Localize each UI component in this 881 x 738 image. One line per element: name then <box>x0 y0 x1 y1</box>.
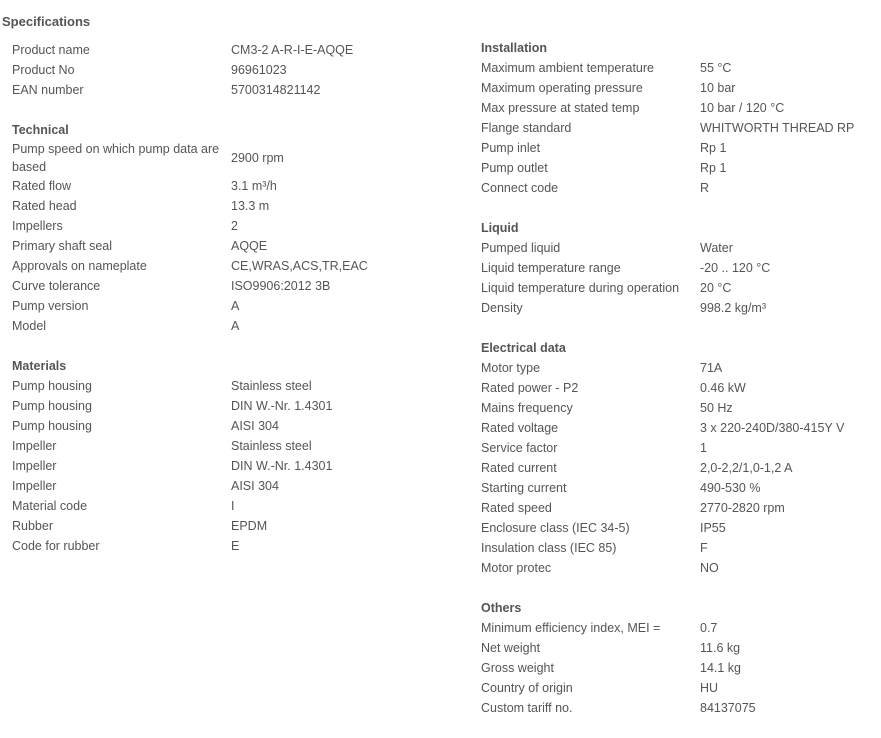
spec-value: 10 bar / 120 °C <box>700 101 785 115</box>
spec-row <box>481 538 854 558</box>
spec-value: NO <box>700 561 719 575</box>
spec-row <box>481 358 854 378</box>
spec-value: 14.1 kg <box>700 661 742 675</box>
spec-row <box>481 478 854 498</box>
spec-value: 2,0-2,2/1,0-1,2 A <box>700 461 793 475</box>
spec-label: Impeller <box>12 479 57 493</box>
spec-row <box>481 378 854 398</box>
product-info-section <box>12 40 368 100</box>
spec-row <box>12 376 368 396</box>
spec-value: 3.1 m³/h <box>231 179 277 193</box>
spec-value: E <box>231 539 240 553</box>
spec-label: Liquid temperature range <box>481 261 621 275</box>
spec-row <box>12 256 368 276</box>
page-title: Specifications <box>2 14 91 29</box>
spec-label: Rated speed <box>481 501 552 515</box>
spec-row <box>12 276 368 296</box>
spec-label: Pumped liquid <box>481 241 561 255</box>
spec-label: Rated voltage <box>481 421 559 435</box>
spec-label: Impellers <box>12 219 63 233</box>
spec-value: EPDM <box>231 519 268 533</box>
spec-value: DIN W.-Nr. 1.4301 <box>231 399 333 413</box>
spec-label: Starting current <box>481 481 567 495</box>
spec-value: 2900 rpm <box>231 151 284 165</box>
spec-label: Product name <box>12 43 90 57</box>
spec-row <box>12 80 368 100</box>
spec-row <box>12 476 368 496</box>
spec-label: Motor type <box>481 361 541 375</box>
spec-row <box>481 398 854 418</box>
spec-value: 50 Hz <box>700 401 733 415</box>
spec-row <box>481 618 854 638</box>
spec-value: 71A <box>700 361 723 375</box>
spec-value: ISO9906:2012 3B <box>231 279 331 293</box>
liquid-section <box>481 218 854 318</box>
spec-label: Mains frequency <box>481 401 573 415</box>
spec-label: Net weight <box>481 641 541 655</box>
spec-label: Flange standard <box>481 121 572 135</box>
spec-row <box>481 98 854 118</box>
section-title: Technical <box>12 123 69 137</box>
spec-value: -20 .. 120 °C <box>700 261 771 275</box>
spec-label: Rated flow <box>12 179 72 193</box>
spec-row <box>12 416 368 436</box>
spec-row <box>481 518 854 538</box>
spec-label: Rubber <box>12 519 53 533</box>
spec-value: 1 <box>700 441 707 455</box>
spec-label: Service factor <box>481 441 558 455</box>
spec-value: 5700314821142 <box>231 83 321 97</box>
spec-label: Rated power - P2 <box>481 381 579 395</box>
spec-value: 13.3 m <box>231 199 270 213</box>
spec-row <box>12 536 368 556</box>
spec-value: 0.7 <box>700 621 718 635</box>
spec-label: Approvals on nameplate <box>12 259 147 273</box>
spec-row <box>481 258 854 278</box>
spec-label: Pump housing <box>12 419 92 433</box>
section-title: Installation <box>481 41 547 55</box>
spec-value: Water <box>700 241 733 255</box>
spec-row <box>481 678 854 698</box>
spec-row <box>12 140 368 176</box>
spec-label: Model <box>12 319 47 333</box>
spec-value: 0.46 kW <box>700 381 746 395</box>
spec-row <box>12 40 368 60</box>
spec-value: CM3-2 A-R-I-E-AQQE <box>231 43 354 57</box>
spec-value: CE,WRAS,ACS,TR,EAC <box>231 259 368 273</box>
spec-label: Rated current <box>481 461 557 475</box>
spec-label: Country of origin <box>481 681 573 695</box>
spec-label: Impeller <box>12 459 57 473</box>
spec-row <box>481 638 854 658</box>
spec-row <box>12 496 368 516</box>
spec-row <box>481 178 854 198</box>
spec-label: Minimum efficiency index, MEI = <box>481 621 661 635</box>
spec-row <box>12 60 368 80</box>
spec-label: Pump version <box>12 299 89 313</box>
materials-section <box>12 356 368 556</box>
spec-value: 2770-2820 rpm <box>700 501 785 515</box>
installation-section <box>481 38 854 198</box>
spec-label: Pump housing <box>12 379 92 393</box>
section-title: Electrical data <box>481 341 566 355</box>
section-title: Liquid <box>481 221 519 235</box>
spec-row <box>12 176 368 196</box>
spec-row <box>481 458 854 478</box>
spec-value: AISI 304 <box>231 419 279 433</box>
spec-row <box>12 456 368 476</box>
spec-label: Liquid temperature during operation <box>481 281 680 295</box>
spec-value: A <box>231 299 240 313</box>
spec-row <box>481 658 854 678</box>
spec-row <box>12 216 368 236</box>
spec-value: 20 °C <box>700 281 732 295</box>
spec-label: Primary shaft seal <box>12 239 113 253</box>
spec-value: IP55 <box>700 521 726 535</box>
spec-row <box>481 58 854 78</box>
spec-label: Pump outlet <box>481 161 548 175</box>
spec-row <box>481 158 854 178</box>
spec-value: 55 °C <box>700 61 732 75</box>
spec-value: 11.6 kg <box>700 641 741 655</box>
spec-label: Max pressure at stated temp <box>481 101 640 115</box>
spec-row <box>12 436 368 456</box>
spec-row <box>12 316 368 336</box>
spec-label: Insulation class (IEC 85) <box>481 541 617 555</box>
spec-value: DIN W.-Nr. 1.4301 <box>231 459 333 473</box>
spec-row <box>12 516 368 536</box>
spec-label: Motor protec <box>481 561 552 575</box>
spec-row <box>481 138 854 158</box>
right-column <box>481 38 854 738</box>
spec-value: Rp 1 <box>700 141 727 155</box>
spec-row <box>481 698 854 718</box>
spec-label: Maximum operating pressure <box>481 81 643 95</box>
spec-label: Custom tariff no. <box>481 701 573 715</box>
section-title: Materials <box>12 359 67 373</box>
spec-value: 10 bar <box>700 81 736 95</box>
spec-value: Stainless steel <box>231 439 312 453</box>
spec-label: Pump inlet <box>481 141 541 155</box>
spec-label: Pump speed on which pump data are based <box>12 142 220 174</box>
spec-value: Rp 1 <box>700 161 727 175</box>
spec-value: 998.2 kg/m³ <box>700 301 767 315</box>
spec-value: R <box>700 181 710 195</box>
spec-label: Material code <box>12 499 88 513</box>
spec-row <box>481 298 854 318</box>
spec-row <box>12 396 368 416</box>
spec-label: Density <box>481 301 523 315</box>
spec-label: Product No <box>12 63 75 77</box>
spec-row <box>12 196 368 216</box>
spec-row <box>481 558 854 578</box>
spec-row <box>481 438 854 458</box>
spec-label: Maximum ambient temperature <box>481 61 654 75</box>
spec-label: Impeller <box>12 439 57 453</box>
spec-label: Enclosure class (IEC 34-5) <box>481 521 630 535</box>
spec-value: AISI 304 <box>231 479 279 493</box>
left-column <box>12 40 368 576</box>
spec-label: EAN number <box>12 83 84 97</box>
spec-value: A <box>231 319 240 333</box>
spec-row <box>12 296 368 316</box>
spec-label: Pump housing <box>12 399 92 413</box>
spec-label: Gross weight <box>481 661 554 675</box>
spec-value: WHITWORTH THREAD RP <box>700 121 855 135</box>
spec-label: Code for rubber <box>12 539 100 553</box>
spec-value: I <box>231 499 235 513</box>
spec-label: Rated head <box>12 199 77 213</box>
spec-value: 2 <box>231 219 238 233</box>
spec-value: Stainless steel <box>231 379 312 393</box>
spec-row <box>481 498 854 518</box>
spec-row <box>12 236 368 256</box>
spec-label: Connect code <box>481 181 559 195</box>
spec-row <box>481 278 854 298</box>
spec-value: 84137075 <box>700 701 756 715</box>
spec-value: AQQE <box>231 239 268 253</box>
spec-row <box>481 238 854 258</box>
others-section <box>481 598 854 718</box>
technical-section <box>12 120 368 336</box>
spec-value: F <box>700 541 708 555</box>
spec-row <box>481 418 854 438</box>
electrical-data-section <box>481 338 854 578</box>
spec-value: HU <box>700 681 719 695</box>
spec-value: 3 x 220-240D/380-415Y V <box>700 421 845 435</box>
spec-value: 490-530 % <box>700 481 761 495</box>
spec-label: Curve tolerance <box>12 279 101 293</box>
spec-row <box>481 118 854 138</box>
section-title: Others <box>481 601 522 615</box>
spec-value: 96961023 <box>231 63 287 77</box>
spec-row <box>481 78 854 98</box>
